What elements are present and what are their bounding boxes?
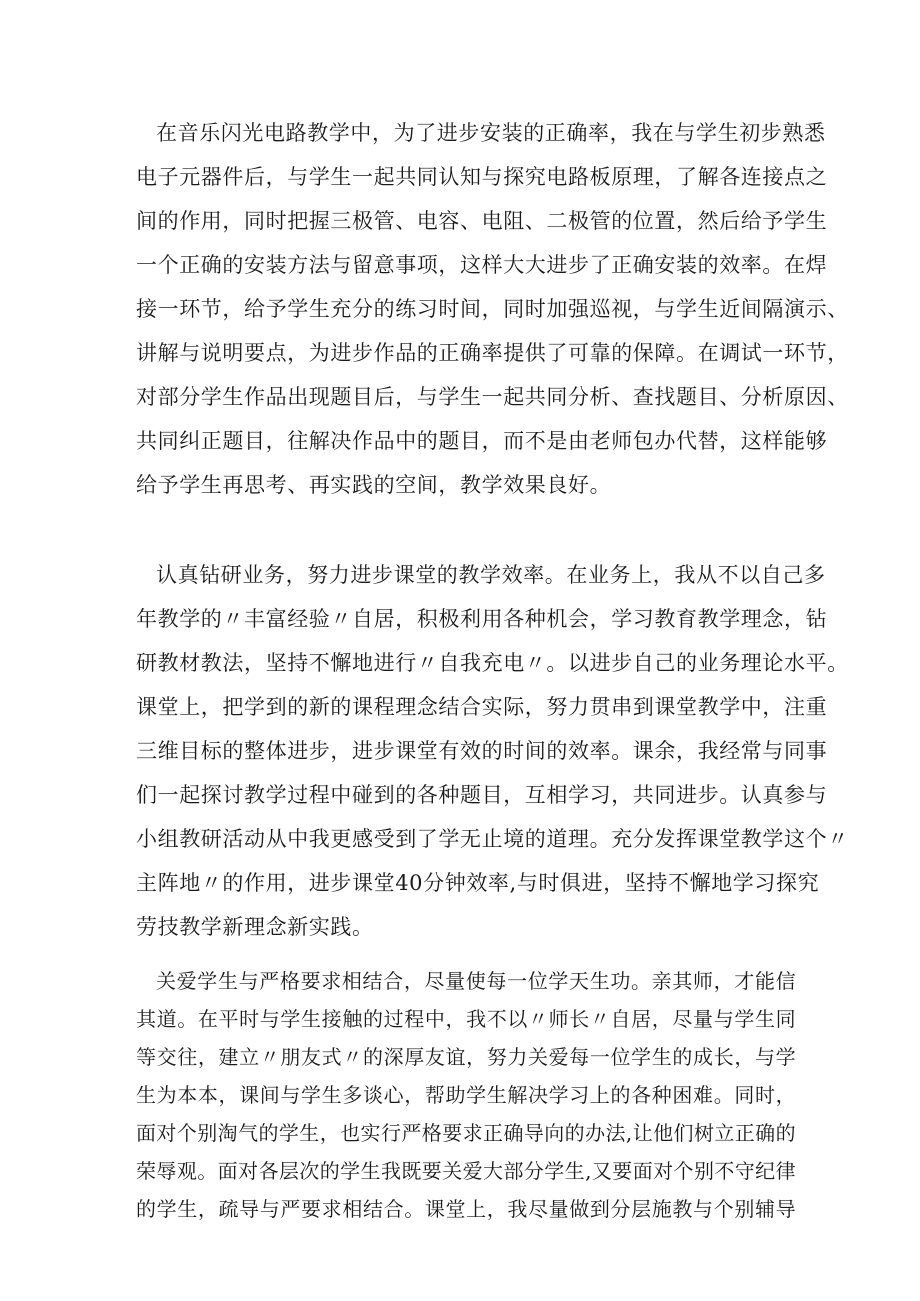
paragraph-1-line-8: 共同纠正题目，往解决作品中的题目，而不是由老师包办代替，这样能够 xyxy=(136,429,828,453)
paragraph-2-line-8: 主阵地〃的作用，进步课堂40分钟效率,与时俱进，坚持不懈地学习探究 xyxy=(136,871,820,895)
paragraph-1-line-6: 讲解与说明要点，为进步作品的正确率提供了可靠的保障。在调试一环节， xyxy=(136,341,849,365)
paragraph-1-line-7: 对部分学生作品出现题目后，与学生一起共同分析、查找题目、分析原因、 xyxy=(136,385,849,409)
paragraph-1-line-5: 接一环节，给予学生充分的练习时间，同时加强巡视，与学生近间隔演示、 xyxy=(136,297,849,321)
paragraph-3-line-5: 面对个别淘气的学生，也实行严格要求正确导向的办法,让他们树立正确的 xyxy=(136,1121,796,1145)
paragraph-2-line-4: 课堂上，把学到的新的课程理念结合实际，努力贯串到课堂教学中，注重 xyxy=(136,695,828,719)
paragraph-3-line-7: 的学生，疏导与严要求相结合。课堂上，我尽量做到分层施教与个别辅导 xyxy=(136,1197,796,1221)
paragraph-2-line-1: 认真钻研业务，努力进步课堂的教学效率。在业务上，我从不以自己多 xyxy=(156,563,826,587)
paragraph-2-line-7: 小组教研活动从中我更感受到了学无止境的道理。充分发挥课堂教学这个〃 xyxy=(136,827,849,851)
paragraph-3-line-3: 等交往，建立〃朋友式〃的深厚友谊，努力关爱每一位学生的成长，与学 xyxy=(136,1045,796,1069)
paragraph-1-line-9: 给予学生再思考、再实践的空间，教学效果良好。 xyxy=(136,473,612,497)
paragraph-1-line-3: 间的作用，同时把握三极管、电容、电阻、二极管的位置，然后给予学生 xyxy=(136,209,828,233)
paragraph-2-line-2: 年教学的〃丰富经验〃自居，积极利用各种机会，学习教育教学理念，钻 xyxy=(136,607,828,631)
paragraph-3-line-2: 其道。在平时与学生接触的过程中，我不以〃师长〃自居，尽量与学生同 xyxy=(136,1007,796,1031)
paragraph-1-line-2: 电子元器件后，与学生一起共同认知与探究电路板原理，了解各连接点之 xyxy=(136,165,828,189)
paragraph-1-line-1: 在音乐闪光电路教学中，为了进步安装的正确率，我在与学生初步熟悉 xyxy=(156,121,826,145)
paragraph-2-line-9: 劳技教学新理念新实践。 xyxy=(136,915,374,939)
paragraph-2-line-5: 三维目标的整体进步，进步课堂有效的时间的效率。课余，我经常与同事 xyxy=(136,739,828,763)
paragraph-3-line-1: 关爱学生与严格要求相结合，尽量使每一位学天生功。亲其师，才能信 xyxy=(156,969,796,993)
paragraph-3-line-6: 荣辱观。面对各层次的学生我既要关爱大部分学生,又要面对个别不守纪律 xyxy=(136,1159,796,1183)
paragraph-2-line-3: 研教材教法，坚持不懈地进行〃自我充电〃。以进步自己的业务理论水平。 xyxy=(136,651,849,675)
paragraph-1-line-4: 一个正确的安装方法与留意事项，这样大大进步了正确安装的效率。在焊 xyxy=(136,253,828,277)
paragraph-3-line-4: 生为本本，课间与学生多谈心，帮助学生解决学习上的各种困难。同时， xyxy=(136,1083,796,1107)
paragraph-2-line-6: 们一起探讨教学过程中碰到的各种题目，互相学习，共同进步。认真参与 xyxy=(136,783,828,807)
